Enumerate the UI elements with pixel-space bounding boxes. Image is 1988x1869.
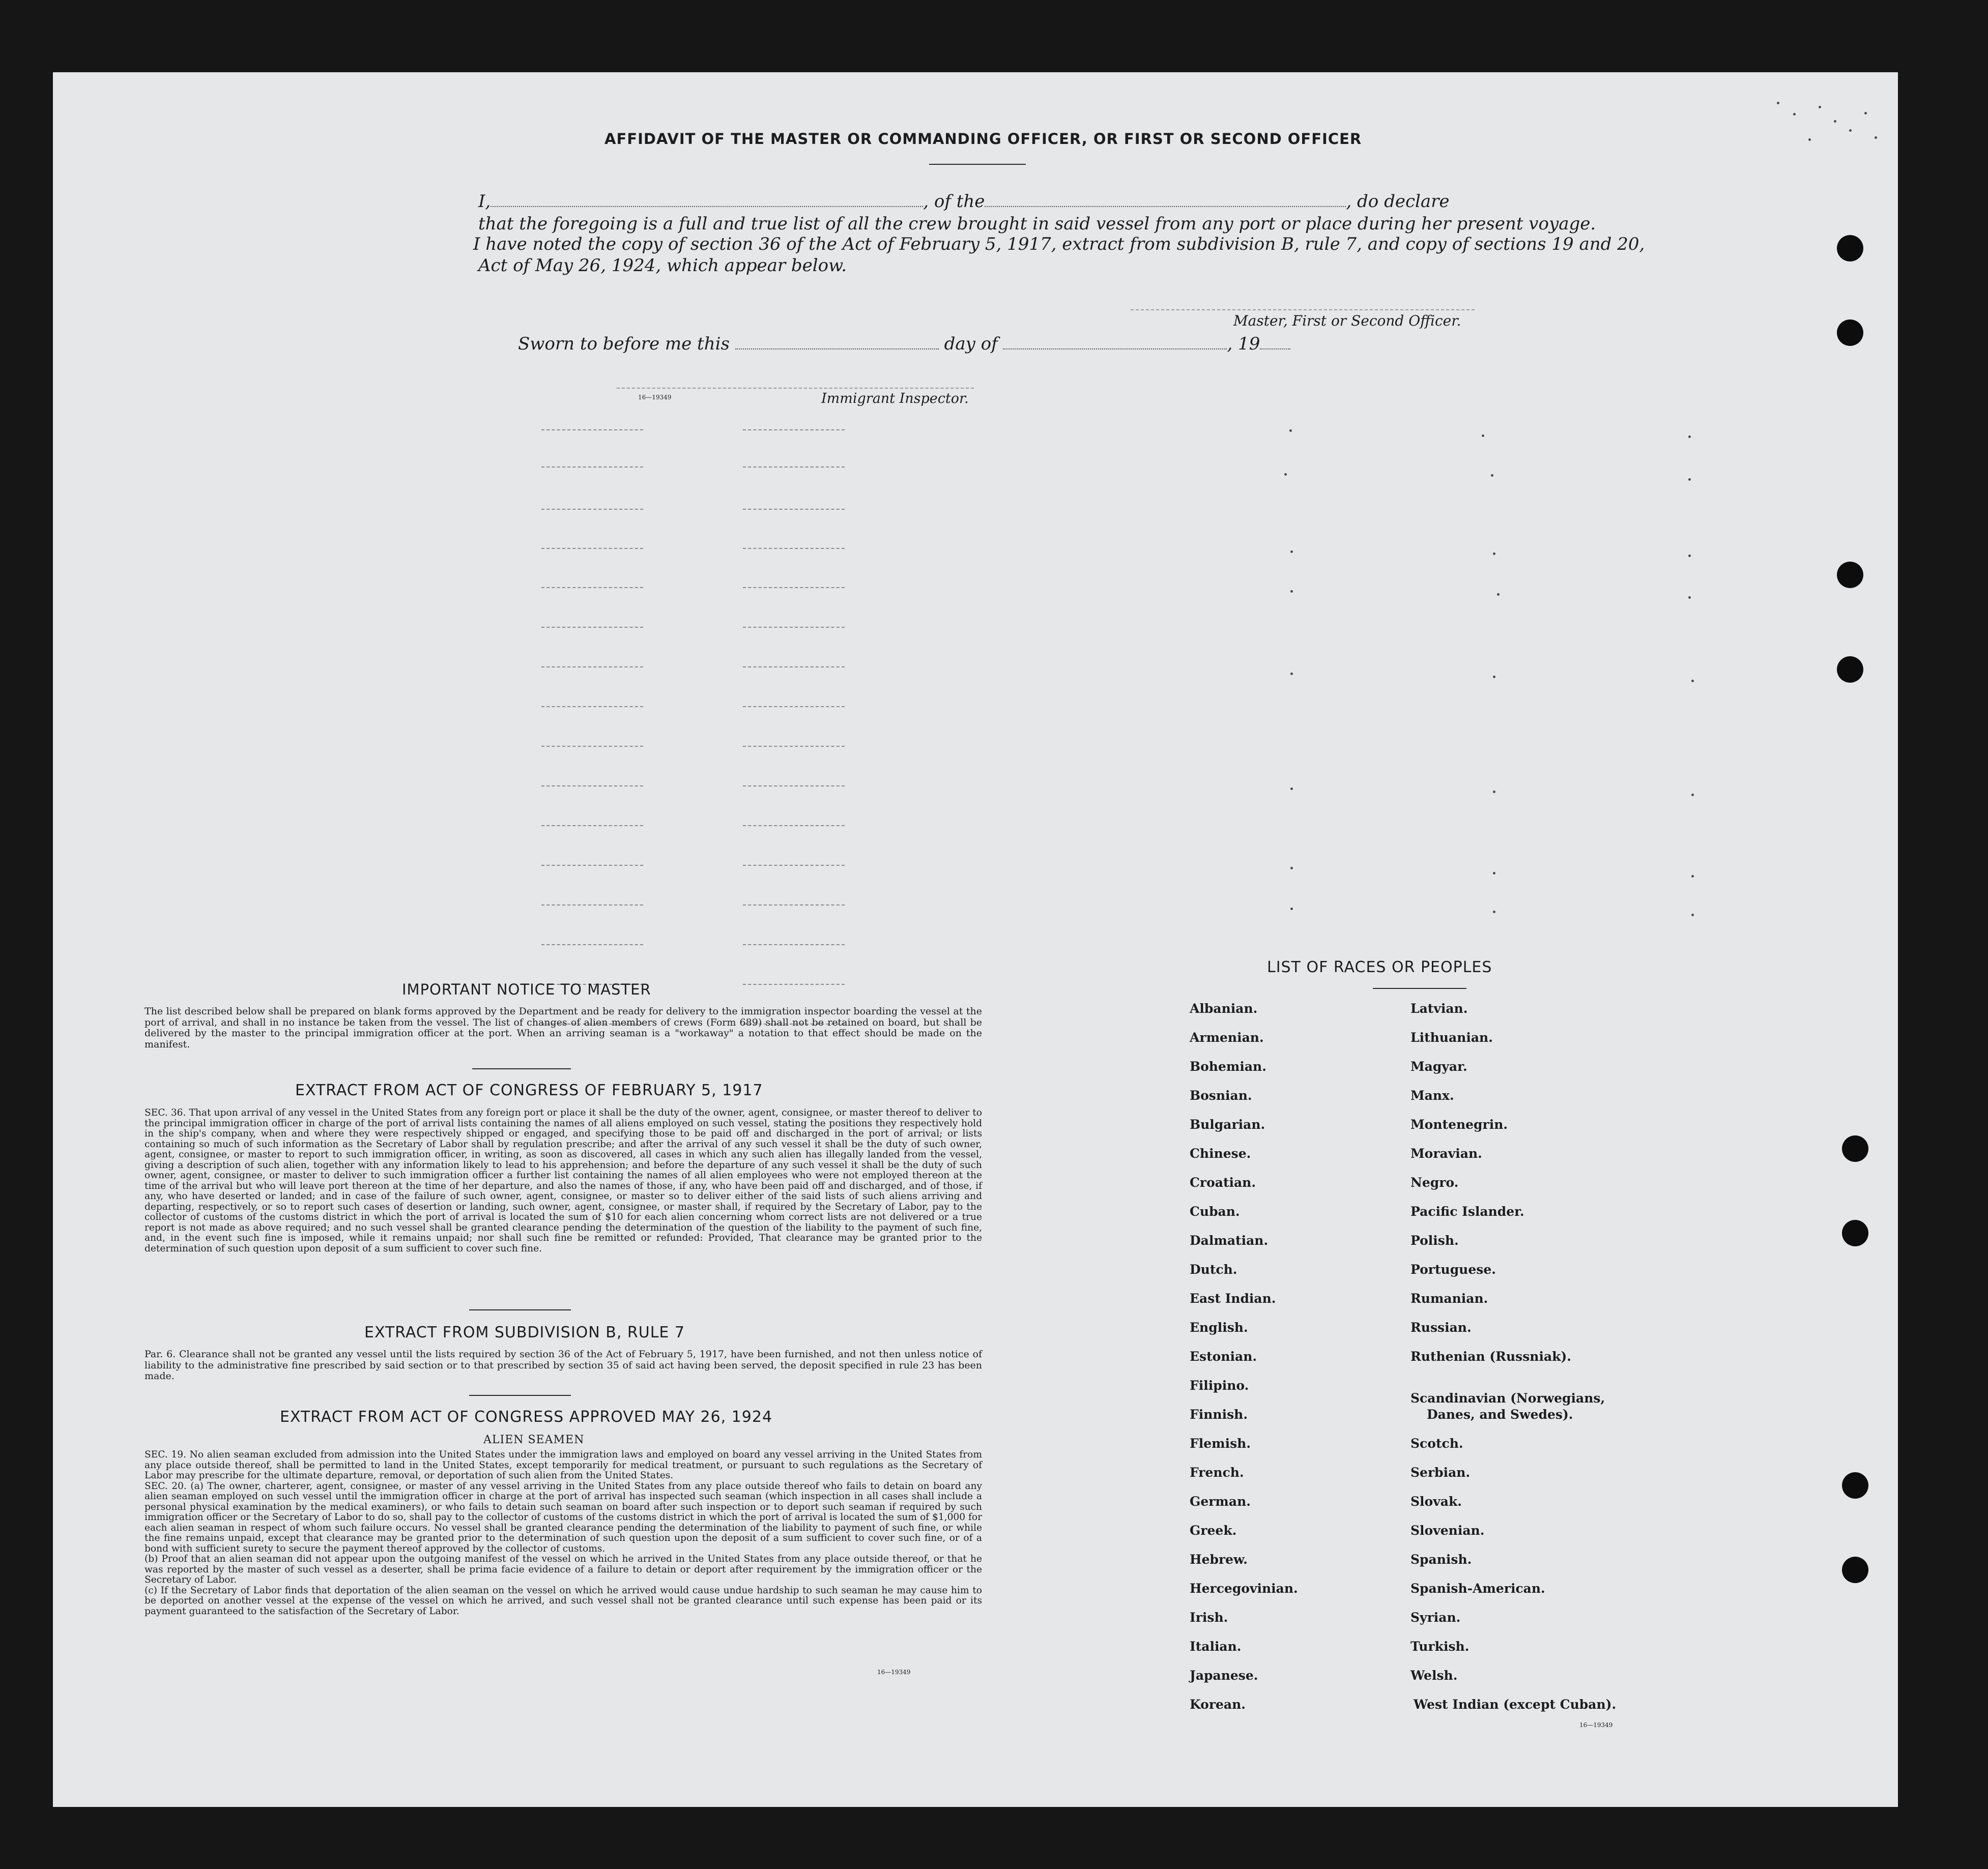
punch-hole: [1842, 1220, 1868, 1246]
extract1-text: SEC. 36. That upon arrival of any vessel in the United States from any foreign port or place it shall be the duty of the owner, agent, consignee, or master thereof to deliver to the principal immigration officer in charge of the port of arrival lists containing the names of all aliens employed on such vessel, stating the positions they respectively hold in the ship's company, when and where they were respectively shipped or engaged, and specifying those to be paid off and discharged in the port of arrival; or lists containing so much of such information as the Secretary of Labor shall by regulation prescribe; and after the arrival of any such vessel it shall be the duty of such owner, agent, consignee, or master to report to such immigration officer, in writing, as soon as discovered, all cases in which any such alien has illegally landed from the vessel, giving a description of such alien, together with any information likely to lead to his apprehension; and before the departure of any such vessel it shall be the duty of such owner, agent, consignee, or master to deliver to such immigration officer a further list containing the names of all alien employees who were not employed thereon at the time of the arrival but who will leave port thereon at the time of her departure, and also the names of those, if any, who have been paid off and discharged, and of those, if any, who have deserted or landed; and in case of the failure of such owner, agent, consignee, or master so to deliver either of the said lists of such aliens arriving and departing, respectively, or so to report such cases of desertion or landing, such owner, agent, consignee, or master shall, if required by the Secretary of Labor, pay to the collector of customs of the customs district in which the port of arrival is located the sum of $10 for each alien concerning whom correct lists are not delivered or a true report is not made as above required; and no such vessel shall be granted clearance pending the determination of the question of the liability to the payment of such fine, and, in the event such fine is imposed, while it remains unpaid; nor shall such fine be remitted or refunded: Provided, That clearance may be granted prior to the determination of such question upon deposit of a sum sufficient to cover such fine.: [145, 1107, 982, 1254]
extract2-text: Par. 6. Clearance shall not be granted any vessel until the lists required by section 36 of the Act of February 5, 1917, have been furnished, and not then unless notice of liability to the administrative fine prescribed by said section or to that prescribed by section 35 of said act having been served, the deposit specified in rule 23 has been made.: [145, 1349, 982, 1382]
race-right-item: Moravian.: [1410, 1146, 1482, 1161]
notice-title: IMPORTANT NOTICE TO MASTER: [402, 981, 651, 998]
sec19-text: SEC. 19. No alien seaman excluded from admission into the United States under the immigration laws and employed on board any vessel arriving in the United States from any place outside thereof, shall be permitted to land in the United States, except temporarily for medical treatment, or pursuant to such regulations as the Secretary of Labor may prescribe for the ultimate departure, removal, or deportation of such alien from the United States.: [145, 1449, 982, 1481]
sec20c-text: (c) If the Secretary of Labor finds that deportation of the alien seaman on the vessel on which he arrived would cause undue hardship to such seaman he may cause him to be deported on another vessel at the expense of the vessel on which he arrived, and such vessel shall not be granted clearance until such expense has been paid or its payment guaranteed to the satisfaction of the Secretary of Labor.: [145, 1585, 982, 1617]
race-right-item: West Indian (except Cuban).: [1414, 1697, 1617, 1712]
name-blank: [491, 206, 923, 207]
day-of-label: day of: [944, 334, 998, 354]
form-number-top: 16—19349: [638, 394, 672, 401]
inspector-signature-line: [617, 388, 974, 389]
race-left-item: Cuban.: [1190, 1204, 1240, 1219]
race-right-item: Polish.: [1410, 1233, 1459, 1248]
notice-rule: [472, 1068, 571, 1069]
extract3-subtitle: ALIEN SEAMEN: [483, 1434, 585, 1446]
race-right-item: Montenegrin.: [1410, 1117, 1508, 1132]
race-right-item: Pacific Islander.: [1410, 1204, 1524, 1219]
sworn-line: [518, 334, 1290, 354]
sworn-month-blank: [1003, 348, 1227, 349]
race-left-item: Armenian.: [1190, 1030, 1264, 1045]
race-left-item: Dutch.: [1190, 1262, 1237, 1277]
race-right-item: Rumanian.: [1410, 1291, 1488, 1306]
race-right-item: Portuguese.: [1410, 1262, 1496, 1277]
sec20b-text: (b) Proof that an alien seaman did not appear upon the outgoing manifest of the vessel on which he arrived in the United States from any place outside thereof, or that he was reported by the master of such vessel as a deserter, shall be prima facie evidence of a failure to detain or deport after requirement by the immigration officer or the Secretary of Labor.: [145, 1554, 982, 1585]
race-right-item: Spanish-American.: [1410, 1581, 1545, 1596]
race-left-item: Greek.: [1190, 1523, 1237, 1538]
affidavit-of-the: , of the: [923, 191, 985, 212]
race-right-item: Negro.: [1410, 1175, 1459, 1190]
race-right-item: Lithuanian.: [1410, 1030, 1493, 1045]
race-left-item: Bulgarian.: [1190, 1117, 1265, 1132]
affidavit-i: I,: [478, 191, 491, 212]
race-right-item: Serbian.: [1410, 1465, 1471, 1480]
form-number-bottom: 16—19349: [877, 1669, 911, 1676]
vessel-blank: [985, 206, 1346, 207]
extract1-title: EXTRACT FROM ACT OF CONGRESS OF FEBRUARY 5, 1917: [295, 1082, 763, 1099]
race-right-item-cont: Danes, and Swedes).: [1427, 1407, 1573, 1422]
sworn-label: Sworn to before me this: [518, 334, 730, 354]
race-left-item: Hebrew.: [1190, 1552, 1248, 1567]
race-left-item: Finnish.: [1190, 1407, 1248, 1422]
race-left-item: Chinese.: [1190, 1146, 1251, 1161]
form-number-races: 16—19349: [1579, 1721, 1613, 1729]
race-left-item: Korean.: [1190, 1697, 1246, 1712]
race-left-item: Irish.: [1190, 1610, 1228, 1625]
sworn-day-blank: [735, 348, 939, 349]
form-page: [53, 72, 1898, 1807]
race-left-item: Flemish.: [1190, 1436, 1251, 1451]
affidavit-line-4: Act of May 26, 1924, which appear below.: [478, 255, 847, 276]
race-left-item: English.: [1190, 1320, 1248, 1335]
year-label: , 19: [1227, 334, 1260, 354]
race-left-item: Japanese.: [1190, 1668, 1258, 1683]
extract3-text: [145, 1450, 982, 1617]
extract3-title: EXTRACT FROM ACT OF CONGRESS APPROVED MAY 26, 1924: [280, 1408, 773, 1426]
race-left-item: Italian.: [1190, 1639, 1242, 1654]
race-right-item: Spanish.: [1410, 1552, 1472, 1567]
master-signature-label: Master, First or Second Officer.: [1233, 312, 1461, 329]
title-rule: [929, 164, 1026, 165]
race-left-item: Albanian.: [1190, 1001, 1258, 1016]
race-right-item: Scandinavian (Norwegians,: [1410, 1391, 1605, 1406]
extract2-rule: [469, 1395, 571, 1396]
race-right-item: Russian.: [1410, 1320, 1472, 1335]
races-title: LIST OF RACES OR PEOPLES: [1267, 958, 1492, 976]
sec20a-text: SEC. 20. (a) The owner, charterer, agent, consignee, or master of any vessel arriving in the United States from any place outside thereof who fails to detain on board any alien seaman employed on such vessel until the immigration officer in charge at the port of arrival has inspected such seaman (which inspection in all cases shall include a personal physical examination by the medical examiners), or who fails to detain such seaman on board after such inspection or to deport such seaman if required by such immigration officer or the Secretary of Labor to do so, shall pay to the collector of customs of the customs district in which the port of arrival is located the sum of $1,000 for each alien seaman in respect of whom such failure occurs. No vessel shall be granted clearance pending the determination of the liability to payment of such fine, or while the fine remains unpaid, except that clearance may be granted prior to the determination of such question upon the deposit of a sum sufficient to cover such fine, or of a bond with sufficient surety to secure the payment thereof approved by the collector of customs.: [145, 1480, 982, 1554]
race-right-item: Syrian.: [1410, 1610, 1461, 1625]
punch-hole: [1842, 1557, 1868, 1583]
extract2-title: EXTRACT FROM SUBDIVISION B, RULE 7: [364, 1324, 685, 1341]
affidavit-do-declare: , do declare: [1346, 191, 1450, 212]
race-right-item: Slovak.: [1410, 1494, 1462, 1509]
race-left-item: Filipino.: [1190, 1378, 1249, 1393]
race-left-item: French.: [1190, 1465, 1244, 1480]
inspector-label: Immigrant Inspector.: [821, 391, 969, 406]
races-rule: [1373, 988, 1466, 989]
race-right-item: Latvian.: [1410, 1001, 1468, 1016]
notice-text: The list described below shall be prepared on blank forms approved by the Department and be ready for delivery to the immigration inspector boarding the vessel at the port of arrival, and shall in no instance be taken from the vessel. The list of changes of alien members of crews (Form 689) shall not be retained on board, but shall be delivered by the master to the principal immigration officer at the port. When an arriving seaman is a "workaway" a notation to that effect should be made on the manifest.: [145, 1006, 982, 1050]
race-right-item: Ruthenian (Russniak).: [1410, 1349, 1571, 1364]
affidavit-title: AFFIDAVIT OF THE MASTER OR COMMANDING OFFICER, OR FIRST OR SECOND OFFICER: [604, 130, 1362, 148]
race-right-item: Scotch.: [1410, 1436, 1463, 1451]
race-left-item: Hercegovinian.: [1190, 1581, 1298, 1596]
punch-hole: [1842, 1472, 1868, 1499]
extract1-rule: [469, 1309, 571, 1310]
race-left-item: Bosnian.: [1190, 1088, 1252, 1103]
race-right-item: Manx.: [1410, 1088, 1454, 1103]
affidavit-line-3: I have noted the copy of section 36 of the Act of February 5, 1917, extract from subdivision B, rule 7, and copy of sections 19 and 20,: [473, 234, 1645, 254]
race-left-item: German.: [1190, 1494, 1251, 1509]
year-blank: [1260, 348, 1290, 349]
race-left-item: Estonian.: [1190, 1349, 1257, 1364]
affidavit-line-2: that the foregoing is a full and true list of all the crew brought in said vessel from any port or place during her present voyage.: [478, 214, 1596, 234]
punch-hole: [1837, 656, 1863, 683]
affidavit-line-1: [478, 191, 1450, 212]
race-right-item: Magyar.: [1410, 1059, 1467, 1074]
punch-hole: [1842, 1135, 1868, 1162]
race-right-item: Turkish.: [1410, 1639, 1470, 1654]
punch-hole: [1837, 319, 1863, 346]
race-left-item: Croatian.: [1190, 1175, 1256, 1190]
race-left-item: Bohemian.: [1190, 1059, 1266, 1074]
race-right-item: Welsh.: [1410, 1668, 1458, 1683]
race-right-item: Slovenian.: [1410, 1523, 1485, 1538]
race-left-item: Dalmatian.: [1190, 1233, 1269, 1248]
race-left-item: East Indian.: [1190, 1291, 1276, 1306]
punch-hole: [1837, 562, 1863, 588]
master-signature-line: [1131, 309, 1475, 310]
punch-hole: [1837, 235, 1863, 261]
